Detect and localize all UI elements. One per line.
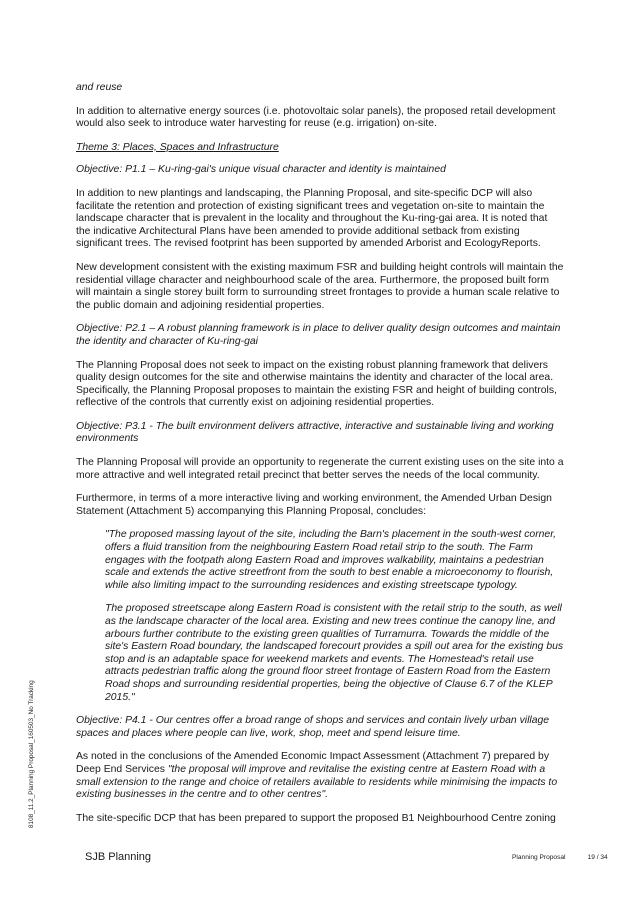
paragraph: Furthermore, in terms of a more interactive living and working environment, the Amended Urban Design Statement (Attachment 5) accompanying this Planning Proposal, concludes: — [76, 493, 552, 517]
paragraph: The Planning Proposal will provide an opportunity to regenerate the current existing uses on the site into a more attractive and well integrated retail precinct that better serves the needs of the local community. — [76, 457, 564, 481]
paragraph: The Planning Proposal does not seek to impact on the existing robust planning framework that delivers quality design outcomes for the site and otherwise maintains the identity and character of the local area. Specifically, the Planning Proposal proposes to maintain the existing FSR and height of building controls, reflective of the controls that currently exist on adjoining residential properties. — [76, 359, 557, 409]
paragraph-continuation: and reuse — [76, 82, 123, 93]
paragraph: In addition to alternative energy sources (i.e. photovoltaic solar panels), the proposed retail development would also seek to introduce water harvesting for reuse (e.g. irrigation) on-site. — [76, 105, 556, 130]
footer-doc-info — [512, 854, 608, 861]
paragraph-lead: As noted in the conclusions of the Amended Economic Impact Assessment (Attachment 7) prepared by Deep End Services — [76, 751, 550, 775]
objective-p4-1: Objective: P4.1 - Our centres offer a broad range of shops and services and contain lively urban village spaces and places where people can live, work, shop, meet and spend leisure time. — [76, 715, 550, 739]
document-body — [76, 82, 564, 836]
paragraph: New development consistent with the existing maximum FSR and building height controls will maintain the residential village character and neighbourhood scale of the area. Furthermore, the proposed built form will maintain a single storey built form to surrounding street frontages to provide a human scale relative to the public domain and adjoining residential properties. — [76, 261, 564, 311]
objective-p1-1: Objective: P1.1 – Ku-ring-gai's unique visual character and identity is maintained — [76, 164, 446, 176]
footer-doc-title: Planning Proposal — [512, 854, 566, 861]
block-quote — [105, 529, 564, 704]
paragraph: In addition to new plantings and landscaping, the Planning Proposal, and site-specific DCP will also facilitate the retention and protection of existing significant trees and vegetation on-site to maintain the landscape character that is prevalent in the locality and throughout the Ku-ring-gai area. It is noted that the indicative Architectural Plans have been amended to provide additional setback from existing significant trees. The revised footprint has been supported by amended Arborist and EcologyReports. — [76, 187, 548, 250]
objective-p2-1: Objective: P2.1 – A robust planning framework is in place to deliver quality design outcomes and maintain the identity and character of Ku-ring-gai — [76, 323, 561, 347]
footer-company: SJB Planning — [85, 851, 152, 863]
paragraph: The site-specific DCP that has been prepared to support the proposed B1 Neighbourhood Centre zoning — [76, 812, 556, 824]
page-number: 19 / 34 — [587, 854, 608, 861]
paragraph — [76, 751, 564, 801]
inline-quote: "the proposal will improve and revitalise the existing centre at Eastern Road with a small extension to the range and choice of retailers available to residents while minimising the impacts to existing businesses in the centre and to other centres". — [76, 763, 558, 801]
quote-paragraph: The proposed streetscape along Eastern Road is consistent with the retail strip to the south, as well as the landscape character of the local area. Existing and new trees continue the canopy line, and arbours further contribute to the existing green qualities of Turramurra. Towards the middle of the site's Eastern Road boundary, the landscaped forecourt provides a spill out area for the existing bus stop and is an adaptable space for weekend markets and events. The Homestead's retail use attracts pedestrian traffic along the ground floor street frontage of Eastern Road from the Eastern Road shops and surrounding residential properties, being the objective of Clause 6.7 of the KLEP 2015." — [105, 603, 564, 703]
side-file-label: 8108_11.2_Planning Proposal_160503_No Tracking — [28, 680, 35, 828]
quote-paragraph: "The proposed massing layout of the site, including the Barn's placement in the south-west corner, offers a fluid transition from the neighbouring Eastern Road retail strip to the south. The Farm engages with the footpath along Eastern Road and improves walkability, maintains a pedestrian scale and extends the active streetfront from the south to best enable a microeconomy to flourish, while also limiting impact to the surrounding residences and existing streetscape typology. — [105, 529, 556, 591]
objective-p3-1: Objective: P3.1 - The built environment delivers attractive, interactive and sustainable living and working environments — [76, 420, 554, 445]
section-heading: Theme 3: Places, Spaces and Infrastructure — [76, 141, 279, 153]
